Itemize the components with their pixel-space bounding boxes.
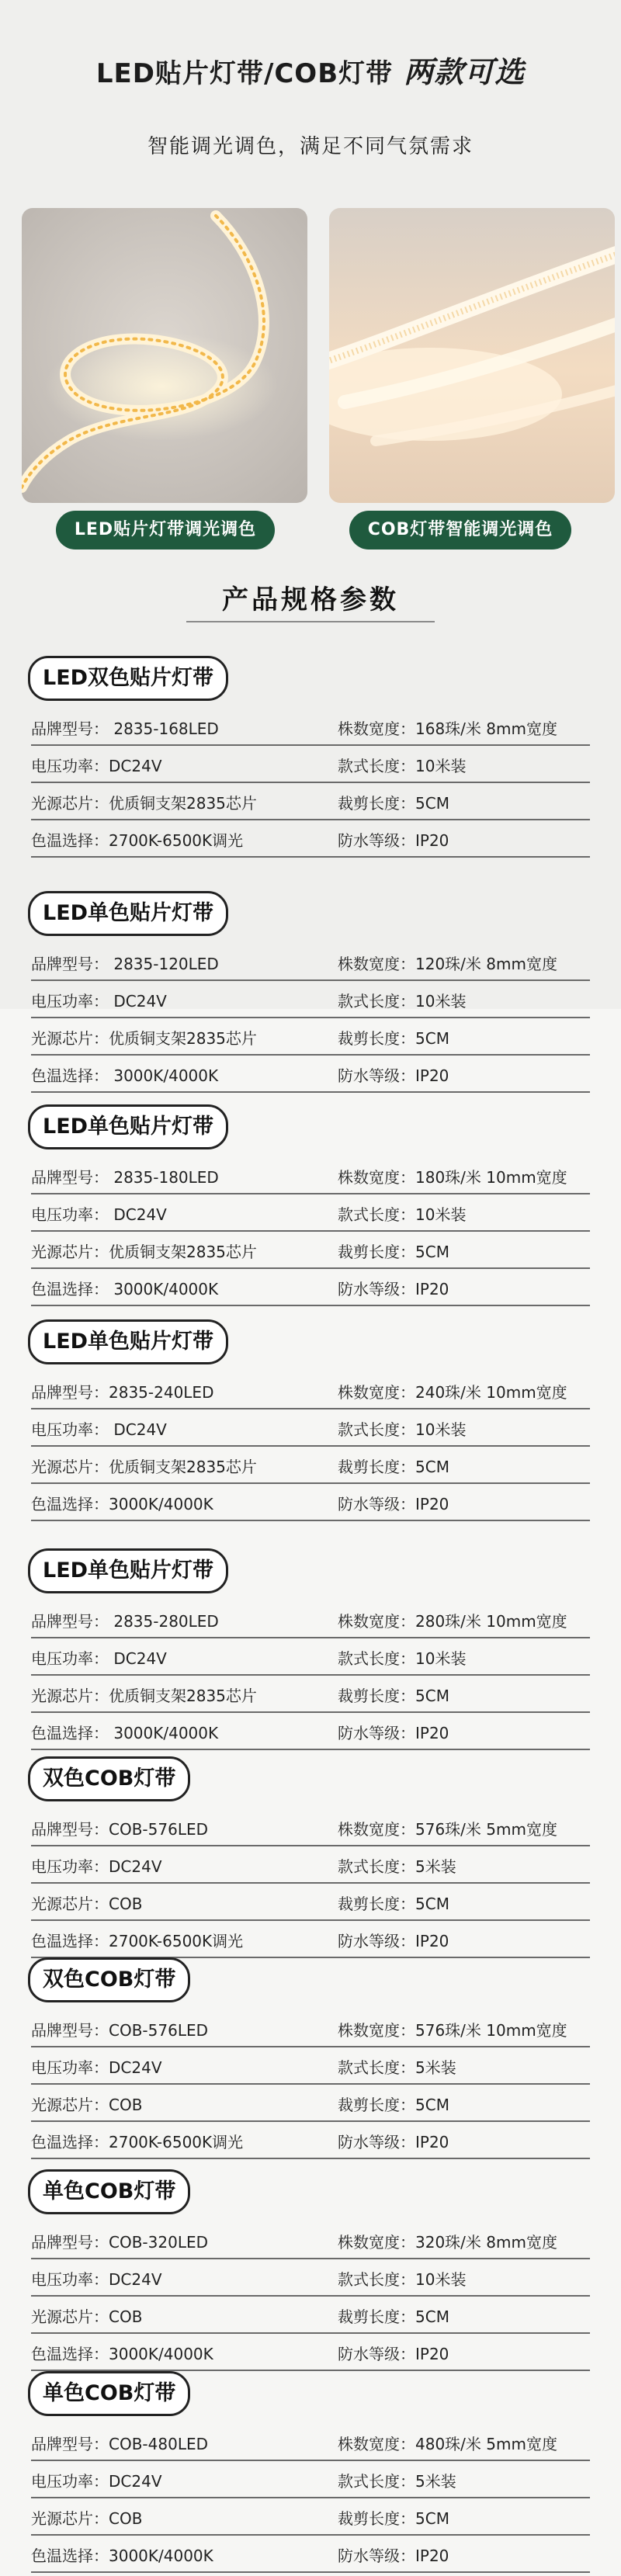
spec-cell-right: 株数宽度：576珠/米 10mm宽度	[338, 2021, 567, 2040]
spec-cell-right: 防水等级：IP20	[338, 831, 449, 850]
spec-cell-right: 株数宽度：168珠/米 8mm宽度	[338, 719, 557, 738]
smd-strip-caption: LED贴片灯带调光调色	[56, 511, 275, 550]
smd-strip-photo	[22, 208, 307, 503]
spec-cell-right: 裁剪长度：5CM	[338, 1458, 449, 1476]
headline-emphasis: 两款可选	[404, 55, 526, 89]
spec-row	[31, 1157, 590, 1194]
cob-strip-caption: COB灯带智能调光调色	[349, 511, 571, 550]
headline-text: LED贴片灯带/COB灯带	[95, 58, 394, 89]
spec-cell-left: 光源芯片：COB	[31, 1895, 143, 1913]
spec-cell-left: 电压功率：DC24V	[31, 2058, 162, 2077]
spec-cell-left: 光源芯片：COB	[31, 2509, 143, 2528]
spec-cell-right: 裁剪长度：5CM	[338, 1895, 449, 1913]
spec-row	[31, 944, 590, 981]
spec-cell-right: 株数宽度：576珠/米 5mm宽度	[338, 1820, 557, 1839]
spec-cell-right: 款式长度：10米装	[338, 2270, 467, 2289]
spec-row	[31, 1447, 590, 1484]
spec-row	[31, 783, 590, 820]
spec-cell-left: 光源芯片：优质铜支架2835芯片	[31, 1029, 257, 1048]
spec-cell-right: 款式长度：5米装	[338, 2472, 456, 2491]
spec-cell-left: 色温选择： 3000K/4000K	[31, 1280, 219, 1298]
spec-row	[31, 1921, 590, 1958]
spec-cell-left: 电压功率：DC24V	[31, 757, 162, 775]
spec-cell-left: 品牌型号： 2835-180LED	[31, 1168, 219, 1187]
spec-cell-left: 品牌型号：COB-480LED	[31, 2435, 208, 2453]
spec-row	[31, 981, 590, 1018]
spec-row	[31, 709, 590, 746]
spec-cell-right: 款式长度：10米装	[338, 1649, 467, 1668]
spec-row	[31, 2122, 590, 2159]
page-subtitle: 智能调光调色，满足不同气氛需求	[147, 135, 474, 158]
spec-row	[31, 2536, 590, 2573]
spec-row	[31, 2222, 590, 2259]
spec-cell-left: 品牌型号：COB-576LED	[31, 2021, 208, 2040]
spec-cell-right: 防水等级：IP20	[338, 2133, 449, 2151]
spec-cell-right: 裁剪长度：5CM	[338, 2307, 449, 2326]
spec-row	[31, 2010, 590, 2047]
spec-cell-left: 光源芯片：COB	[31, 2307, 143, 2326]
spec-cell-right: 株数宽度：480珠/米 5mm宽度	[338, 2435, 557, 2453]
spec-cell-right: 株数宽度：180珠/米 10mm宽度	[338, 1168, 567, 1187]
spec-row	[31, 1409, 590, 1447]
spec-row	[31, 1846, 590, 1884]
spec-row	[31, 1194, 590, 1232]
spec-tag: LED单色贴片灯带	[28, 1319, 228, 1364]
spec-row	[31, 1676, 590, 1713]
spec-row	[31, 1232, 590, 1269]
spec-cell-left: 品牌型号： 2835-120LED	[31, 955, 219, 973]
spec-tag: 单色COB灯带	[28, 2371, 190, 2416]
spec-cell-left: 品牌型号：COB-320LED	[31, 2233, 208, 2252]
spec-cell-left: 光源芯片：优质铜支架2835芯片	[31, 1458, 257, 1476]
spec-row	[31, 1884, 590, 1921]
spec-cell-right: 防水等级：IP20	[338, 2547, 449, 2565]
spec-row	[31, 2297, 590, 2334]
spec-row	[31, 2047, 590, 2085]
spec-cell-left: 色温选择：3000K/4000K	[31, 2547, 213, 2565]
spec-row	[31, 2085, 590, 2122]
spec-row	[31, 746, 590, 783]
spec-cell-right: 防水等级：IP20	[338, 1932, 449, 1950]
spec-section-title: 产品规格参数	[222, 584, 399, 615]
spec-row	[31, 1372, 590, 1409]
spec-cell-right: 裁剪长度：5CM	[338, 1243, 449, 1261]
spec-cell-right: 防水等级：IP20	[338, 1495, 449, 1513]
spec-cell-left: 品牌型号：COB-576LED	[31, 1820, 208, 1839]
spec-cell-left: 电压功率：DC24V	[31, 2270, 162, 2289]
spec-tag: LED单色贴片灯带	[28, 1548, 228, 1593]
spec-cell-right: 款式长度：10米装	[338, 757, 467, 775]
spec-cell-left: 电压功率：DC24V	[31, 1857, 162, 1876]
spec-cell-left: 电压功率： DC24V	[31, 992, 167, 1011]
spec-cell-right: 株数宽度：280珠/米 10mm宽度	[338, 1612, 567, 1631]
spec-cell-left: 电压功率： DC24V	[31, 1205, 167, 1224]
spec-tag: 双色COB灯带	[28, 1957, 190, 2002]
spec-cell-left: 电压功率： DC24V	[31, 1420, 167, 1439]
spec-cell-left: 光源芯片：优质铜支架2835芯片	[31, 1243, 257, 1261]
spec-cell-left: 色温选择： 3000K/4000K	[31, 1724, 219, 1742]
spec-tag: 双色COB灯带	[28, 1756, 190, 1801]
spec-row	[31, 820, 590, 858]
spec-cell-right: 裁剪长度：5CM	[338, 2096, 449, 2114]
spec-row	[31, 2259, 590, 2297]
spec-cell-left: 色温选择：2700K-6500K调光	[31, 2133, 244, 2151]
spec-cell-left: 光源芯片：COB	[31, 2096, 143, 2114]
spec-cell-left: 色温选择：3000K/4000K	[31, 2345, 213, 2363]
spec-row	[31, 2461, 590, 2498]
spec-cell-left: 色温选择：2700K-6500K调光	[31, 831, 244, 850]
spec-row	[31, 2424, 590, 2461]
spec-cell-right: 款式长度：5米装	[338, 2058, 456, 2077]
spec-cell-right: 裁剪长度：5CM	[338, 1687, 449, 1705]
spec-cell-right: 款式长度：10米装	[338, 1420, 467, 1439]
spec-cell-right: 防水等级：IP20	[338, 1724, 449, 1742]
spec-cell-right: 株数宽度：120珠/米 8mm宽度	[338, 955, 557, 973]
title-divider	[186, 621, 435, 622]
spec-cell-right: 款式长度：10米装	[338, 1205, 467, 1224]
spec-row	[31, 1809, 590, 1846]
spec-row	[31, 1269, 590, 1306]
spec-tag: 单色COB灯带	[28, 2169, 190, 2214]
spec-row	[31, 1056, 590, 1093]
spec-cell-right: 款式长度：5米装	[338, 1857, 456, 1876]
spec-cell-right: 防水等级：IP20	[338, 2345, 449, 2363]
spec-cell-right: 款式长度：10米装	[338, 992, 467, 1011]
spec-row	[31, 1018, 590, 1056]
spec-row	[31, 1601, 590, 1638]
spec-cell-left: 品牌型号： 2835-168LED	[31, 719, 219, 738]
spec-cell-right: 防水等级：IP20	[338, 1066, 449, 1085]
spec-cell-left: 光源芯片：优质铜支架2835芯片	[31, 1687, 257, 1705]
spec-cell-left: 电压功率：DC24V	[31, 2472, 162, 2491]
spec-row	[31, 1713, 590, 1750]
spec-cell-left: 电压功率： DC24V	[31, 1649, 167, 1668]
spec-tag: LED单色贴片灯带	[28, 891, 228, 936]
spec-tag: LED单色贴片灯带	[28, 1104, 228, 1149]
spec-cell-right: 株数宽度：240珠/米 10mm宽度	[338, 1383, 567, 1402]
spec-row	[31, 1638, 590, 1676]
spec-cell-left: 品牌型号： 2835-280LED	[31, 1612, 219, 1631]
spec-row	[31, 2334, 590, 2371]
spec-cell-left: 光源芯片：优质铜支架2835芯片	[31, 794, 257, 813]
spec-cell-left: 品牌型号：2835-240LED	[31, 1383, 214, 1402]
spec-row	[31, 1484, 590, 1521]
spec-cell-right: 株数宽度：320珠/米 8mm宽度	[338, 2233, 557, 2252]
spec-tag: LED双色贴片灯带	[28, 656, 228, 701]
spec-cell-right: 裁剪长度：5CM	[338, 1029, 449, 1048]
spec-cell-left: 色温选择：3000K/4000K	[31, 1495, 213, 1513]
spec-cell-left: 色温选择： 3000K/4000K	[31, 1066, 219, 1085]
spec-cell-left: 色温选择：2700K-6500K调光	[31, 1932, 244, 1950]
spec-row	[31, 2498, 590, 2536]
spec-cell-right: 裁剪长度：5CM	[338, 2509, 449, 2528]
cob-strip-photo	[329, 208, 615, 503]
spec-cell-right: 裁剪长度：5CM	[338, 794, 449, 813]
page-headline	[0, 48, 621, 91]
spec-cell-right: 防水等级：IP20	[338, 1280, 449, 1298]
